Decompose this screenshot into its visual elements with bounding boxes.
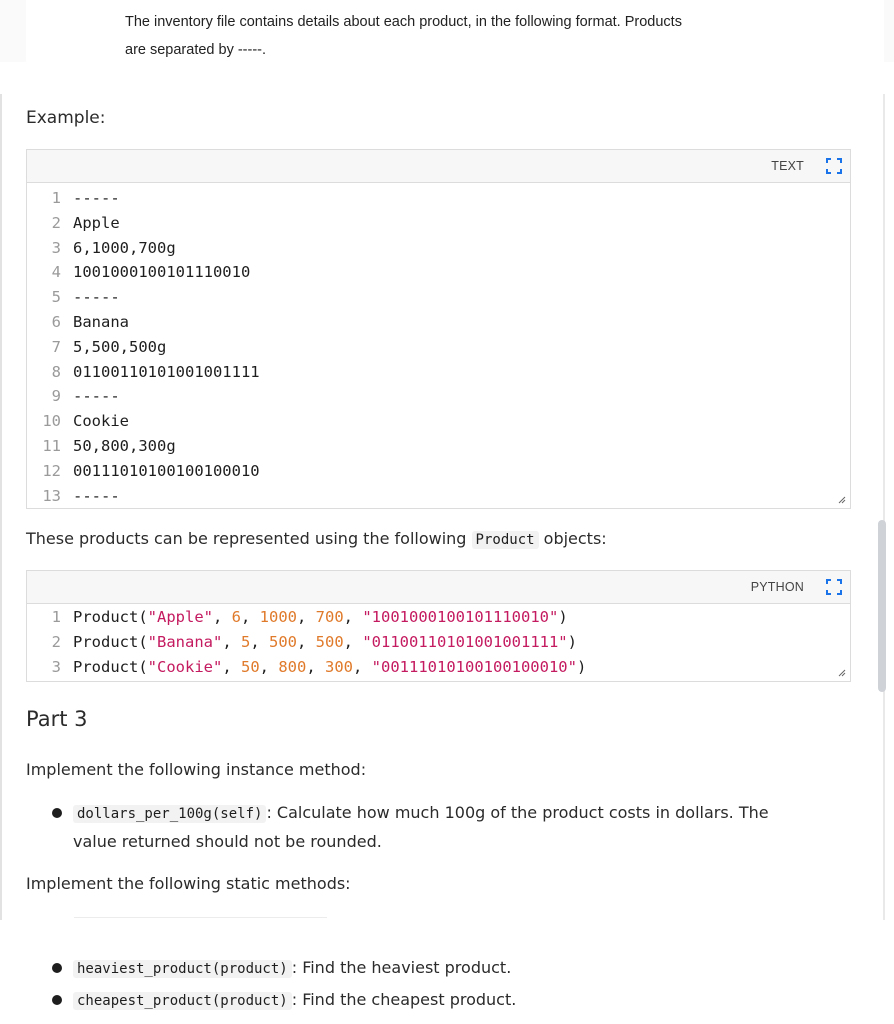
code-lines	[27, 183, 850, 508]
line-number: 8	[51, 362, 61, 381]
code-token: 700	[315, 608, 344, 626]
code-token: 800	[278, 657, 307, 676]
line-number: 11	[42, 436, 61, 455]
scrollbar[interactable]	[878, 520, 886, 692]
line-number: 2	[51, 213, 61, 232]
code-token: 6	[231, 608, 241, 626]
code-token: "1001000100101110010"	[362, 608, 559, 626]
line-number: 3	[51, 238, 61, 257]
line-number: 1	[51, 608, 61, 626]
code-token: )	[576, 657, 587, 676]
code-text	[73, 605, 568, 630]
line-number: 4	[51, 263, 61, 282]
code-token: "Banana"	[147, 632, 223, 651]
static-intro: Implement the following static methods:	[26, 874, 351, 893]
code-line	[27, 655, 850, 680]
code-token: ,	[222, 632, 241, 651]
code-token: 500	[315, 632, 344, 651]
code-token: Product(	[73, 657, 148, 676]
represent-text-after: objects:	[538, 529, 607, 548]
method2-item	[73, 954, 511, 983]
instance-intro: Implement the following instance method:	[26, 760, 367, 779]
language-label: PYTHON	[750, 580, 804, 594]
part3-title: Part 3	[26, 707, 88, 731]
code-line	[27, 384, 850, 409]
line-number: 1	[51, 189, 61, 207]
intro-card	[0, 0, 894, 62]
inline-code-product: Product	[472, 531, 539, 549]
code-token: ,	[212, 608, 232, 626]
expand-icon[interactable]	[826, 158, 842, 174]
code-token: 1000	[259, 608, 297, 626]
line-number: 13	[42, 486, 61, 505]
line-number: 2	[51, 632, 61, 651]
code-text: 00111010100100100010	[73, 461, 260, 480]
code-toolbar	[27, 150, 850, 183]
line-number: 6	[51, 312, 61, 331]
method3-item	[73, 986, 516, 1015]
method2-code: heaviest_product(product)	[73, 960, 292, 978]
represent-paragraph	[26, 529, 607, 548]
code-token: Product(	[73, 632, 148, 651]
method1-desc-line2: value returned should not be rounded.	[73, 832, 382, 851]
method1-code: dollars_per_100g(self)	[73, 805, 266, 823]
code-line	[27, 434, 850, 459]
code-text: 1001000100101110010	[73, 263, 251, 282]
code-token: "Apple"	[147, 608, 213, 626]
expand-icon[interactable]	[826, 579, 842, 595]
code-line	[27, 605, 850, 630]
code-text: -----	[73, 486, 120, 505]
code-token: )	[558, 608, 568, 626]
code-token: Product(	[73, 608, 148, 626]
code-text	[73, 655, 586, 680]
code-text: -----	[73, 288, 120, 307]
language-label: TEXT	[771, 159, 804, 173]
code-line	[27, 630, 850, 655]
python-code-block	[26, 570, 851, 682]
line-number: 7	[51, 337, 61, 356]
method3-desc: : Find the cheapest product.	[291, 990, 517, 1009]
left-border	[0, 94, 2, 920]
code-line	[27, 310, 850, 335]
bullet-dot	[52, 995, 62, 1005]
code-token: ,	[222, 657, 241, 676]
code-token: ,	[250, 632, 269, 651]
line-number: 10	[42, 412, 61, 431]
code-line	[27, 285, 850, 310]
code-token: ,	[259, 657, 279, 676]
code-token: 300	[325, 657, 353, 676]
code-token: ,	[297, 632, 316, 651]
right-border	[883, 94, 885, 920]
code-token: "Cookie"	[147, 657, 223, 676]
code-text	[73, 630, 577, 655]
code-line	[27, 211, 850, 236]
method2-desc: : Find the heaviest product.	[291, 958, 512, 977]
code-line	[27, 360, 850, 385]
code-token: ,	[241, 608, 260, 626]
code-token: ,	[343, 632, 363, 651]
code-line	[27, 236, 850, 261]
code-line	[27, 459, 850, 484]
code-text: 5,500,500g	[73, 337, 167, 356]
code-line	[27, 335, 850, 360]
line-number: 12	[42, 461, 61, 480]
code-lines	[27, 604, 850, 679]
code-token: ,	[353, 657, 372, 676]
code-text: -----	[73, 189, 120, 207]
code-text: 6,1000,700g	[73, 238, 176, 257]
code-token: ,	[306, 657, 325, 676]
represent-text-before: These products can be represented using the following	[26, 529, 472, 548]
code-toolbar	[27, 571, 850, 604]
bullet-dot	[52, 808, 62, 818]
method3-code: cheapest_product(product)	[73, 992, 292, 1010]
line-number: 3	[51, 657, 61, 676]
code-token: 5	[240, 632, 251, 651]
code-token: 50	[240, 657, 260, 676]
resize-handle-icon[interactable]	[836, 494, 846, 504]
code-line	[27, 186, 850, 211]
line-number: 9	[51, 387, 61, 406]
code-text: 01100110101001001111	[73, 362, 260, 381]
line-number: 5	[51, 288, 61, 307]
divider	[74, 917, 327, 918]
code-token: "01100110101001001111"	[362, 632, 568, 651]
code-text: -----	[73, 387, 120, 406]
code-token: ,	[297, 608, 316, 626]
code-line	[27, 260, 850, 285]
code-token: ,	[343, 608, 363, 626]
code-token: )	[567, 632, 577, 651]
code-token: "00111010100100100010"	[371, 657, 577, 676]
code-text: 50,800,300g	[73, 436, 176, 455]
method1-item	[73, 799, 833, 855]
resize-handle-icon[interactable]	[836, 667, 846, 677]
code-token: 500	[269, 632, 297, 651]
intro-line-1: The inventory file contains details about each product, in the following format. Products	[125, 14, 682, 30]
code-text: Cookie	[73, 412, 129, 431]
bullet-dot	[52, 963, 62, 973]
text-code-block	[26, 149, 851, 509]
example-heading: Example:	[26, 108, 106, 128]
code-line	[27, 409, 850, 434]
code-text: Apple	[73, 213, 120, 232]
intro-line-2: are separated by -----.	[125, 42, 267, 58]
intro-text	[125, 8, 765, 64]
method1-desc-line1: : Calculate how much 100g of the product costs in dollars. The	[266, 803, 769, 822]
code-line	[27, 484, 850, 509]
code-text: Banana	[73, 312, 129, 331]
